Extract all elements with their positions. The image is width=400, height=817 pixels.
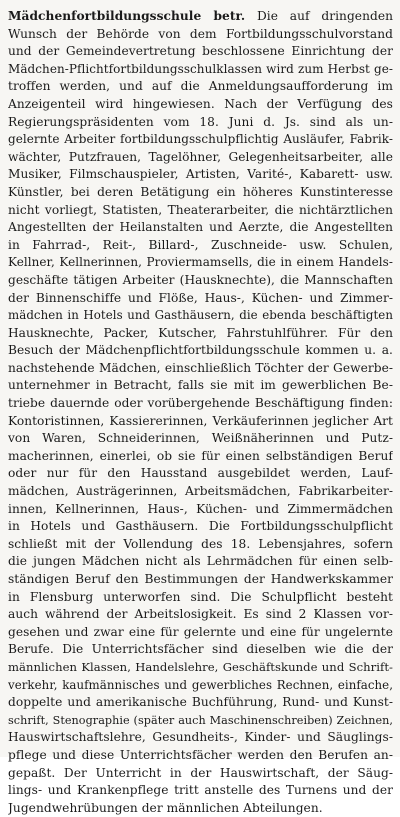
article-line [8, 8, 393, 26]
article-line: Angestellten der Heilanstalten und Aerzte, die Angestellten [8, 220, 393, 235]
article-line: triebe dauernde oder vorübergehende Beschäftigung finden: [8, 396, 393, 411]
article-line: Berufe. Die Unterrichtsfächer sind dieselben wie die der [8, 642, 393, 657]
article-line: gepaßt. Der Unterricht in der Hauswirtschaft, der Säug- [8, 765, 393, 780]
article-line: nicht vorliegt, Statisten, Theaterarbeiter, die nichtärztlichen [8, 202, 393, 217]
article-line: Hausknechte, Packer, Kutscher, Fahrstuhlführer. Für den [8, 325, 393, 340]
article-line: und der Gemeindevertretung beschlossene Einrichtung der [8, 44, 393, 59]
article-line: Hauswirtschaftslehre, Gesundheits-, Kinder- und Säuglings- [8, 730, 393, 745]
article-line: wächter, Putzfrauen, Tagelöhner, Gelegenheitsarbeiter, alle [8, 149, 393, 164]
article-line: macherinnen, einerlei, ob sie für einen selbständigen Beruf [8, 448, 393, 463]
article-line: geschäfte tätigen Arbeiter (Hausknechte), die Mannschaften [8, 272, 393, 287]
article-line: nachstehende Mädchen, einschließlich Töchter der Gewerbe- [8, 360, 393, 375]
article-line: Musiker, Filmschauspieler, Artisten, Varité-, Kabarett- usw. [8, 167, 393, 182]
article-line: Regierungspräsidenten vom 18. Juni d. Js. sind als un- [8, 114, 393, 129]
article-line: von Waren, Schneiderinnen, Weißnäherinnen und Putz- [8, 431, 393, 446]
article-line: in Flensburg unterworfen sind. Die Schulpflicht besteht [8, 589, 393, 604]
article-line-text: Die auf dringenden [256, 9, 393, 23]
article-line: gesehen und zwar eine für gelernte und eine für ungelernte [8, 624, 393, 639]
article-line: Kellner, Kellnerinnen, Proviermamsells, die in einem Handels- [8, 255, 393, 270]
article-line: auch während der Arbeitslosigkeit. Es sind 2 Klassen vor- [8, 607, 393, 622]
article-line: gelernte Arbeiter fortbildungsschulpflichtig Ausläufer, Fabrik- [8, 132, 393, 147]
article-line: verkehr, kaufmännisches und gewerbliches Rechnen, einfache, [8, 677, 393, 692]
article-line: in Fahrrad-, Reit-, Billard-, Zuschneide- usw. Schulen, [8, 237, 393, 252]
article-line: pflege und diese Unterrichtsfächer werden den Berufen an- [8, 747, 393, 762]
article-line: Besuch der Mädchenpflichtfortbildungsschule kommen u. a. [8, 343, 393, 358]
article-line: männlichen Klassen, Handelslehre, Geschäftskunde und Schrift- [8, 659, 393, 674]
article-text [8, 8, 393, 817]
article-line: troffen werden, und auf die Anmeldungsaufforderung im [8, 79, 393, 94]
article-line: Künstler, bei deren Betätigung ein höheres Kunstinteresse [8, 184, 393, 199]
article-line: mädchen in Hotels und Gasthäusern, die ebenda beschäftigten [8, 308, 393, 323]
article-line: lings- und Krankenpflege tritt anstelle des Turnens und der [8, 783, 393, 798]
article-line: doppelte und amerikanische Buchführung, Rund- und Kunst- [8, 695, 393, 710]
article-line: Kontoristinnen, Kassiererinnen, Verkäuferinnen jeglicher Art [8, 413, 393, 428]
article-line: schließt mit der Vollendung des 18. Lebensjahres, sofern [8, 536, 393, 551]
article-line: Jugendwehrübungen der männlichen Abteilungen. [8, 800, 323, 815]
article-line: in Hotels und Gasthäusern. Die Fortbildungsschulpflicht [8, 519, 393, 534]
article-headline: Mädchenfortbildungsschule betr. [8, 9, 246, 23]
article-line: ständigen Beruf den Bestimmungen der Handwerkskammer [8, 572, 393, 586]
article-line: die jungen Mädchen nicht als Lehrmädchen für einen selb- [8, 554, 393, 569]
article-line: schrift, Stenographie (später auch Maschinenschreiben) Zeichnen, [8, 713, 393, 727]
article-line: unternehmer in Betracht, falls sie mit im gewerblichen Be- [8, 378, 393, 393]
article-line: mädchen, Austrägerinnen, Arbeitsmädchen, Fabrikarbeiter- [8, 484, 393, 499]
article-line: Wunsch der Behörde von dem Fortbildungsschulvorstand [8, 26, 393, 41]
article-line: der Binnenschiffe und Flöße, Haus-, Küchen- und Zimmer- [8, 290, 393, 305]
article-line: innen, Kellnerinnen, Haus-, Küchen- und Zimmermädchen [8, 501, 393, 516]
article-line: Mädchen-Pflichtfortbildungsschulklassen wird zum Herbst ge- [8, 61, 393, 76]
article-line: Anzeigenteil wird hingewiesen. Nach der Verfügung des [8, 96, 393, 111]
article-line: oder nur für den Hausstand ausgebildet werden, Lauf- [8, 466, 393, 481]
